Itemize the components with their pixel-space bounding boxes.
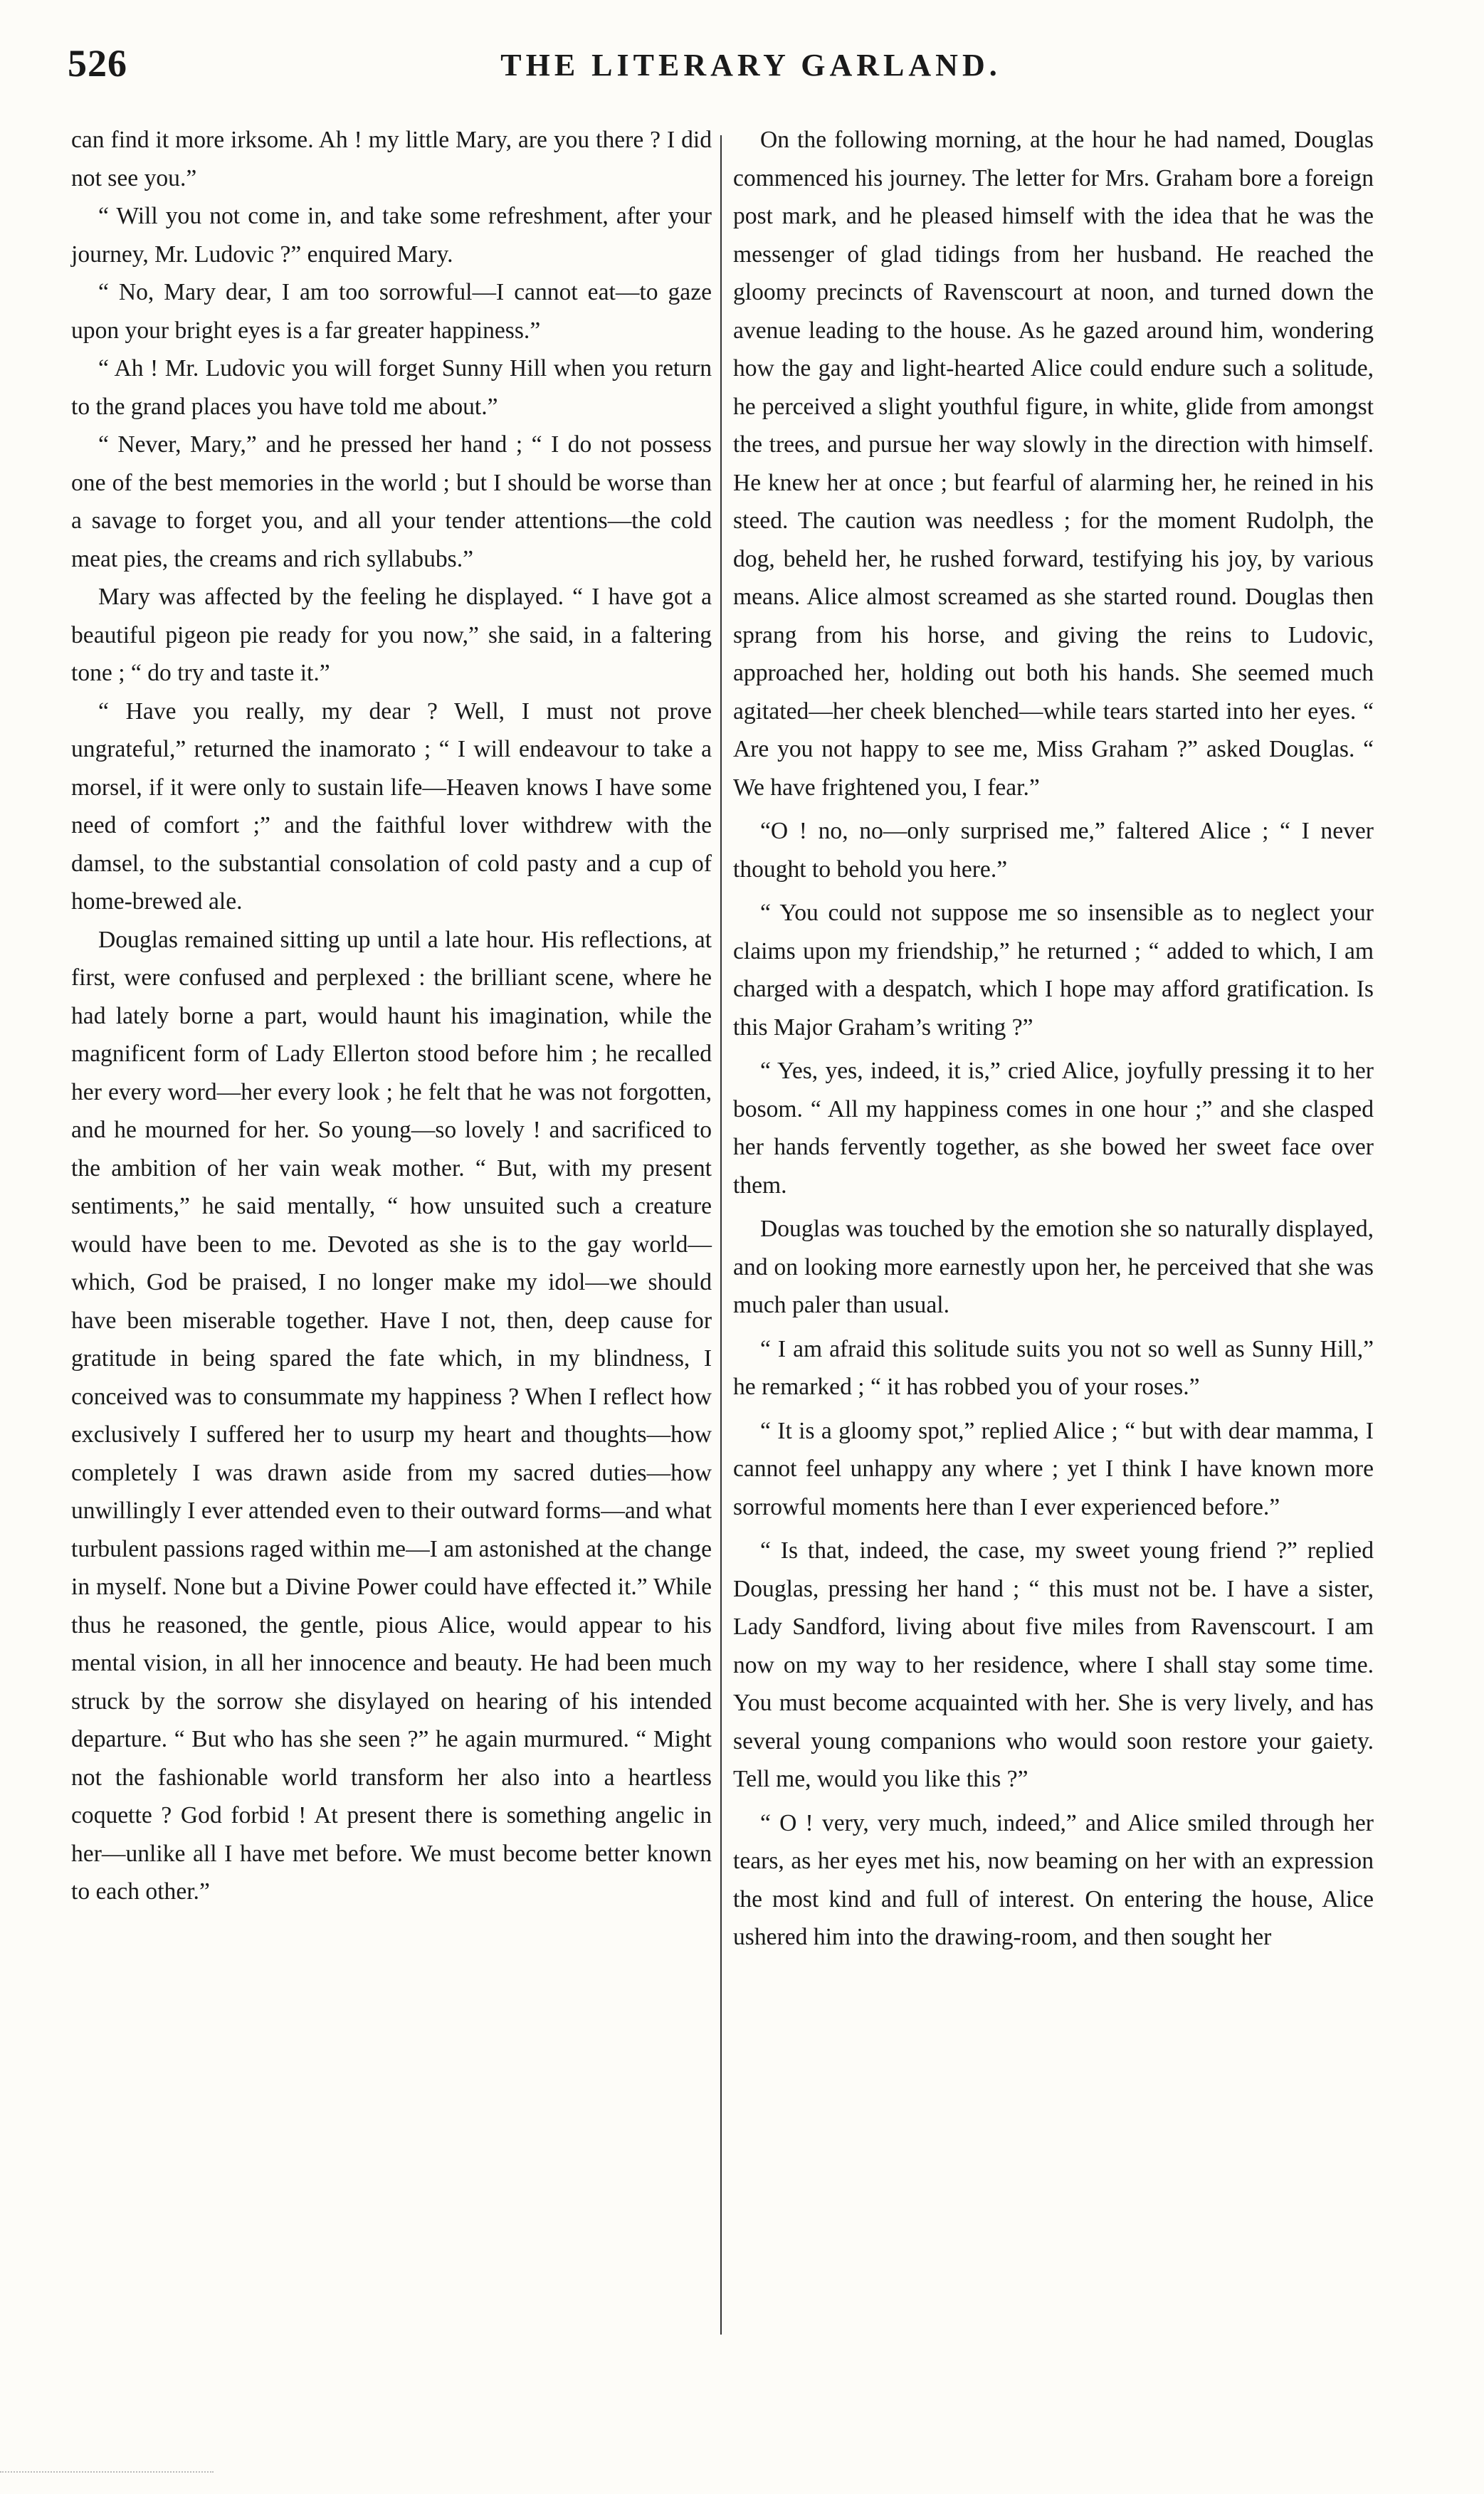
paragraph: “ Ah ! Mr. Ludovic you will forget Sunny Hill when you return to the grand places you have told me about.”: [71, 355, 712, 420]
paragraph: “ Yes, yes, indeed, it is,” cried Alice, joyfully pressing it to her bosom. “ All my happiness comes in one hour ;” and she clasped her hands fervently together, as she bowed her sweet face over them.: [733, 1058, 1374, 1199]
paragraph: “ No, Mary dear, I am too sorrowful—I cannot eat—to gaze upon your bright eyes is a far greater happiness.”: [71, 279, 712, 344]
paragraph: Douglas was touched by the emotion she so naturally displayed, and on looking more earnestly upon her, he perceived that she was much paler than usual.: [733, 1216, 1374, 1318]
page-number: 526: [68, 42, 127, 85]
page-header: [68, 41, 1434, 91]
right-column: [733, 121, 1374, 1957]
left-column: [71, 121, 712, 1911]
paragraph: “ Never, Mary,” and he pressed her hand ; “ I do not possess one of the best memories in the world ; but I should be worse than a savage to forget you, and all your tender attentions—the cold meat pies, the creams and rich syllabubs.”: [71, 431, 712, 572]
paragraph: “ I am afraid this solitude suits you not so well as Sunny Hill,” he remarked ; “ it has robbed you of your roses.”: [733, 1335, 1374, 1400]
paragraph: “ O ! very, very much, indeed,” and Alice smiled through her tears, as her eyes met his, now beaming on her with an expression the most kind and full of interest. On entering the house, Alice ushered him into the drawing-room, and then sought her: [733, 1809, 1374, 1950]
paragraph: On the following morning, at the hour he had named, Douglas commenced his journey. The letter for Mrs. Graham bore a foreign post mark, and he pleased himself with the idea that he was the messenger of glad tidings from her husband. He reached the gloomy precincts of Ravenscourt at noon, and turned down the avenue leading to the house. As he gazed around him, wondering how the gay and light-hearted Alice could endure such a solitude, he perceived a slight youthful figure, in white, glide from amongst the trees, and pursue her way slowly in the direction with himself. He knew her at once ; but fearful of alarming her, he reined in his steed. The caution was needless ; for the moment Rudolph, the dog, beheld her, he rushed forward, testifying his joy, by various means. Alice almost screamed as she started round. Douglas then sprang from his horse, and giving the reins to Ludovic, approached her, holding out both his hands. She seemed much agitated—her cheek blenched—while tears started into her eyes. “ Are you not happy to see me, Miss Graham ?” asked Douglas. “ We have frightened you, I fear.”: [733, 127, 1374, 801]
paragraph: “ Will you not come in, and take some refreshment, after your journey, Mr. Ludovic ?” enquired Mary.: [71, 203, 712, 268]
paragraph: “ Have you really, my dear ? Well, I must not prove ungrateful,” returned the inamorato ; “ I will endeavour to take a morsel, if it were only to sustain life—Heaven knows I have some need of comfort ;” and the faithful lover withdrew with the damsel, to the substantial consolation of cold pasty and a cup of home-brewed ale.: [71, 698, 712, 915]
running-head: THE LITERARY GARLAND.: [500, 48, 1001, 83]
paragraph: “ You could not suppose me so insensible as to neglect your claims upon my friendship,” he returned ; “ added to which, I am charged with a despatch, which I hope may afford gratification. Is this Major Graham’s writing ?”: [733, 900, 1374, 1041]
paragraph: Mary was affected by the feeling he displayed. “ I have got a beautiful pigeon pie ready for you now,” she said, in a faltering tone ; “ do try and taste it.”: [71, 584, 712, 686]
paragraph: “ It is a gloomy spot,” replied Alice ; “ but with dear mamma, I cannot feel unhappy any where ; yet I think I have known more sorrowful moments here than I ever experienced before.”: [733, 1417, 1374, 1520]
paragraph: Douglas remained sitting up until a late hour. His reflections, at first, were confused and perplexed : the brilliant scene, where he had lately borne a part, would haunt his imagination, while the magnificent form of Lady Ellerton stood before him ; he recalled her every word—her every look ; he felt that he was not forgotten, and he mourned for her. So young—so lovely ! and sacrificed to the ambition of her vain weak mother. “ But, with my present sentiments,” he said mentally, “ how unsuited such a creature would have been to me. Devoted as she is to the gay world—which, God be praised, I no longer make my idol—we should have been miserable together. Have I not, then, deep cause for gratitude in being spared the fate which, in my blindness, I conceived was to consummate my happiness ? When I reflect how exclusively I suffered her to usurp my heart and thoughts—how completely I was drawn aside from my sacred duties—how unwillingly I ever attended even to their outward forms—and what turbulent passions raged within me—I am astonished at the change in myself. None but a Divine Power could have effected it.” While thus he reasoned, the gentle, pious Alice, would appear to his mental vision, in all her innocence and beauty. He had been much struck by the sorrow she disylayed on hearing of his intended departure. “ But who has she seen ?” he again murmured. “ Might not the fashionable world transform her also into a heartless coquette ? God forbid ! At present there is something angelic in her—unlike all I have met before. We must become better known to each other.”: [71, 926, 712, 1905]
paragraph: “ Is that, indeed, the case, my sweet young friend ?” replied Douglas, pressing her hand ; “ this must not be. I have a sister, Lady Sandford, living about five miles from Ravenscourt. I am now on my way to her residence, where I shall stay some time. You must become acquainted with her. She is very lively, and has several young companions who would soon restore your gaiety. Tell me, would you like this ?”: [733, 1537, 1374, 1792]
paragraph: “O ! no, no—only surprised me,” faltered Alice ; “ I never thought to behold you here.”: [733, 818, 1374, 883]
paragraph: can find it more irksome. Ah ! my little Mary, are you there ? I did not see you.”: [71, 127, 712, 191]
page-edge-mark: [0, 2471, 214, 2494]
column-divider: [720, 135, 722, 2335]
